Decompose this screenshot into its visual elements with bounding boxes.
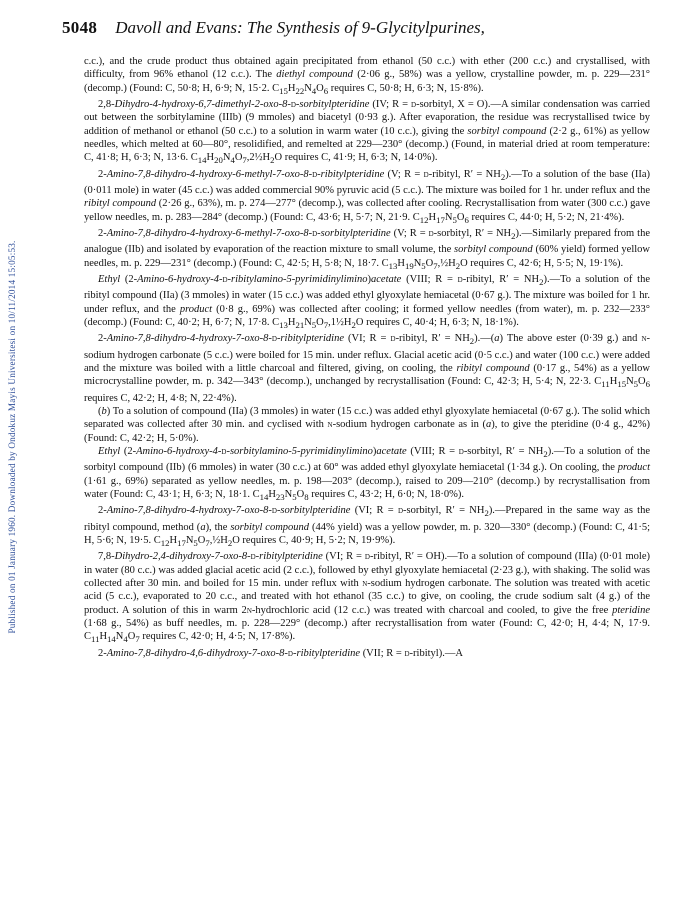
publication-sidebar	[4, 30, 18, 870]
paragraph: 2-Amino-7,8-dihydro-4-hydroxy-6-methyl-7-oxo-8-d-ribitylpteridine (V; R = d-ribityl, $R' = NH_2).—To$ a solution of the base (IIa) (0·011 mole) in water (45 c.c.) was added commercial 90% pyruvic acid (5 c.c.). The mixture was boiled for 1 hr. under reflux and the ribityl compound (2·26 g., 63%), m. p. 274—277° (decomp.), was collected after cooling. Recrystallisation from water (300 c.c.) gave yellow needles, m. p. 283—284° (decomp.) (Found: C, 43·6; H, 5·7; N, 21·9. $C_{12}H_{17}N_5O_6$ requires C, 44·0; H, 5·2; N, 21·4%).	[84, 168, 650, 225]
paragraph: 2-Amino-7,8-dihydro-4,6-dihydroxy-7-oxo-8-d-ribitylpteridine (VII; R = d-ribityl).—A	[98, 647, 463, 659]
article-body	[84, 55, 650, 660]
paragraph: c.c.), and the crude product thus obtained again precipitated from ethanol (50 c.c.) with ether (200 c.c.) and crystallised, with difficulty, from 96% ethanol (12 c.c.). The diethyl compound (2·06 g., 58%) was a yellow, crystalline powder, m. p. 229—231° (decomp.) (Found: C, 50·8; H, 6·9; N, 15·2. $C_{15}H_{22}N_4O_6$ requires C, 50·8; H, 6·3; N, 15·8%).	[84, 56, 650, 96]
paragraph: 2-Amino-7,8-dihydro-4-hydroxy-7-oxo-8-d-sorbitylpteridine (VI; R = d-sorbityl, $R' = NH_2).—Prepared$ in the same way as the ribityl compound, method (a), the sorbityl compound (44% yield) was a yellow powder, m. p. 320—330° (decomp.) (Found: C, 41·5; H, 5·6; N, 19·5. $C_{12}H_{17}N_5O_7,\frac{1}{2}H_2O$ requires C, 40·9; H, 5·2; N, 19·9%).	[84, 505, 651, 549]
paragraph: 2-Amino-7,8-dihydro-4-hydroxy-7-oxo-8-d-ribitylpteridine (VI; R = d-ribityl, $R' = NH_2).—(a)$ The above ester (0·39 g.) and n-sodium hydrogen carbonate (5 c.c.) were boiled for 15 min. under reflux. Glacial acetic acid (0·5 c.c.) and water (100 c.c.) were added and the mixture was boiled with a little charcoal and filtered, giving, on cooling, the ribityl compound (0·17 g., 54%) as a yellow microcrystalline powder, m. p. 342—343° (decomp.), unchanged by recrystallisation (Found: C, 42·3; H, 5·4; N, 22·3. $C_{11}H_{15}N_5O_6$ requires C, 42·2; H, 4·8; N, 22·4%).	[84, 333, 650, 404]
paragraph: 7,8-Dihydro-2,4-dihydroxy-7-oxo-8-d-ribitylpteridine (VI; R = d-ribityl, R′ = OH).—To a solution of compound (IIIa) (0·01 mole) in water (80 c.c.) was added glacial acetic acid (2 c.c.), followed by ethyl glyoxylate hemiacetal (2·23 g.), with shaking. The solid was collected after 30 min. and boiled for 15 min. under reflux with n-sodium hydrogen carbonate. The solution was treated with acetic acid (5 c.c.), evaporated to 20 c.c., and treated with hot ethanol (35 c.c.) to give, on cooling, the crude sodium salt (4 g.) of the product. A solution of this in warm 2n-hydrochloric acid (12 c.c.) was treated with charcoal and cooled, to give the free pteridine (1·68 g., 54%) as buff needles, m. p. 228—229° (decomp.) after recrystallisation from water (Found: C, 42·0; H, 4·4; N, 17·9. $C_{11}H_{14}N_4O_7$ requires C, 42·0; H, 4·5; N, 17·8%).	[84, 551, 650, 645]
paragraph: 2-Amino-7,8-dihydro-4-hydroxy-6-methyl-7-oxo-8-d-sorbitylpteridine (V; R = d-sorbityl, $R' = NH_2).—Similarly$ prepared from the analogue (IIb) and isolated by evaporation of the reaction mixture to small volume, the sorbityl compound (60% yield) formed yellow needles, m. p. 229—231° (decomp.) (Found: C, 42·5; H, 5·8; N, 18·7. $C_{13}H_{19}N_5O_7,\frac{1}{2}H_2O$ requires C, 42·6; H, 5·5; N, 19·1%).	[84, 227, 650, 271]
paragraph: Ethyl (2-Amino-6-hydroxy-4-d-ribitylamino-5-pyrimidinylimino)acetate (VIII; R = d-ribityl, $R' = NH_2).—To$ a solution of the ribityl compound (IIa) (3 mmoles) in water (15 c.c.) was added ethyl glyoxylate hemiacetal (0·67 g.). The mixture was boiled for 1 hr. under reflux, and the product (0·8 g., 69%) was collected after cooling; it formed yellow needles (from water), m. p. 232—233° (decomp.) (Found: C, 40·2; H, 6·7; N, 17·8. $C_{13}H_{21}N_5O_7,1\frac{1}{2}H_2O$ requires C, 40·4; H, 6·3; N, 18·1%).	[84, 274, 650, 331]
paragraph: (b) To a solution of compound (IIa) (3 mmoles) in water (15 c.c.) was added ethyl glyoxylate hemiacetal (0·67 g.). The solid which separated was collected after 30 min. and cyclised with n-sodium hydrogen carbonate as in (a), to give the pteridine (0·4 g., 42%) (Found: C, 42·2; H, 5·0%).	[84, 406, 650, 444]
paragraph: Ethyl (2-Amino-6-hydroxy-4-d-sorbitylamino-5-pyrimidinylimino)acetate (VIII; R = d-sorbityl, $R' = NH_2).—To$ a solution of the sorbityl compound (IIb) (6 mmoles) in water (30 c.c.) at 60° was added ethyl glyoxylate hemiacetal (1·34 g.). On cooling, the product (1·61 g., 69%) separated as yellow needles, m. p. 198—203° (decomp.), raised to 209—210° (decomp.) by recrystallisation from water (Found: C, 43·1; H, 6·3; N, 18·1. $C_{14}H_{23}N_5O_8$ requires C, 43·2; H, 6·0; N, 18·0%).	[84, 445, 650, 503]
published-note: Published on 01 January 1960. Downloaded by Ondokuz Mayis Universitesi on 10/11/2014 15:05:53.	[7, 240, 17, 634]
page-header	[62, 18, 662, 40]
page-number: 5048	[62, 18, 98, 37]
paragraph: 2,8-Dihydro-4-hydroxy-6,7-dimethyl-2-oxo-8-d-sorbitylpteridine (IV; R = d-sorbityl, X = O).—A similar condensation was carried out between the sorbitylamine (IIIb) (9 mmoles) and biacetyl (0·93 g.). After evaporation, the residue was recrystallised twice by addition of methanol or ethanol (50 c.c.) to a solution in warm water (10 c.c.), giving the sorbityl compound (2·2 g., 61%) as yellow needles, which melted at 60—80°, resolidified, and remelted at 229—230° (decomp.) (Found, in material dried at room temperature: C, 41·8; H, 6·3; N, 13·6. $C_{14}H_{20}N_4O_7,2\frac{1}{2}H_2O$ requires C, 41·9; H, 6·3; N, 14·0%).	[84, 98, 651, 166]
running-title: Davoll and Evans: The Synthesis of 9-Glycitylpurines,	[115, 18, 485, 37]
